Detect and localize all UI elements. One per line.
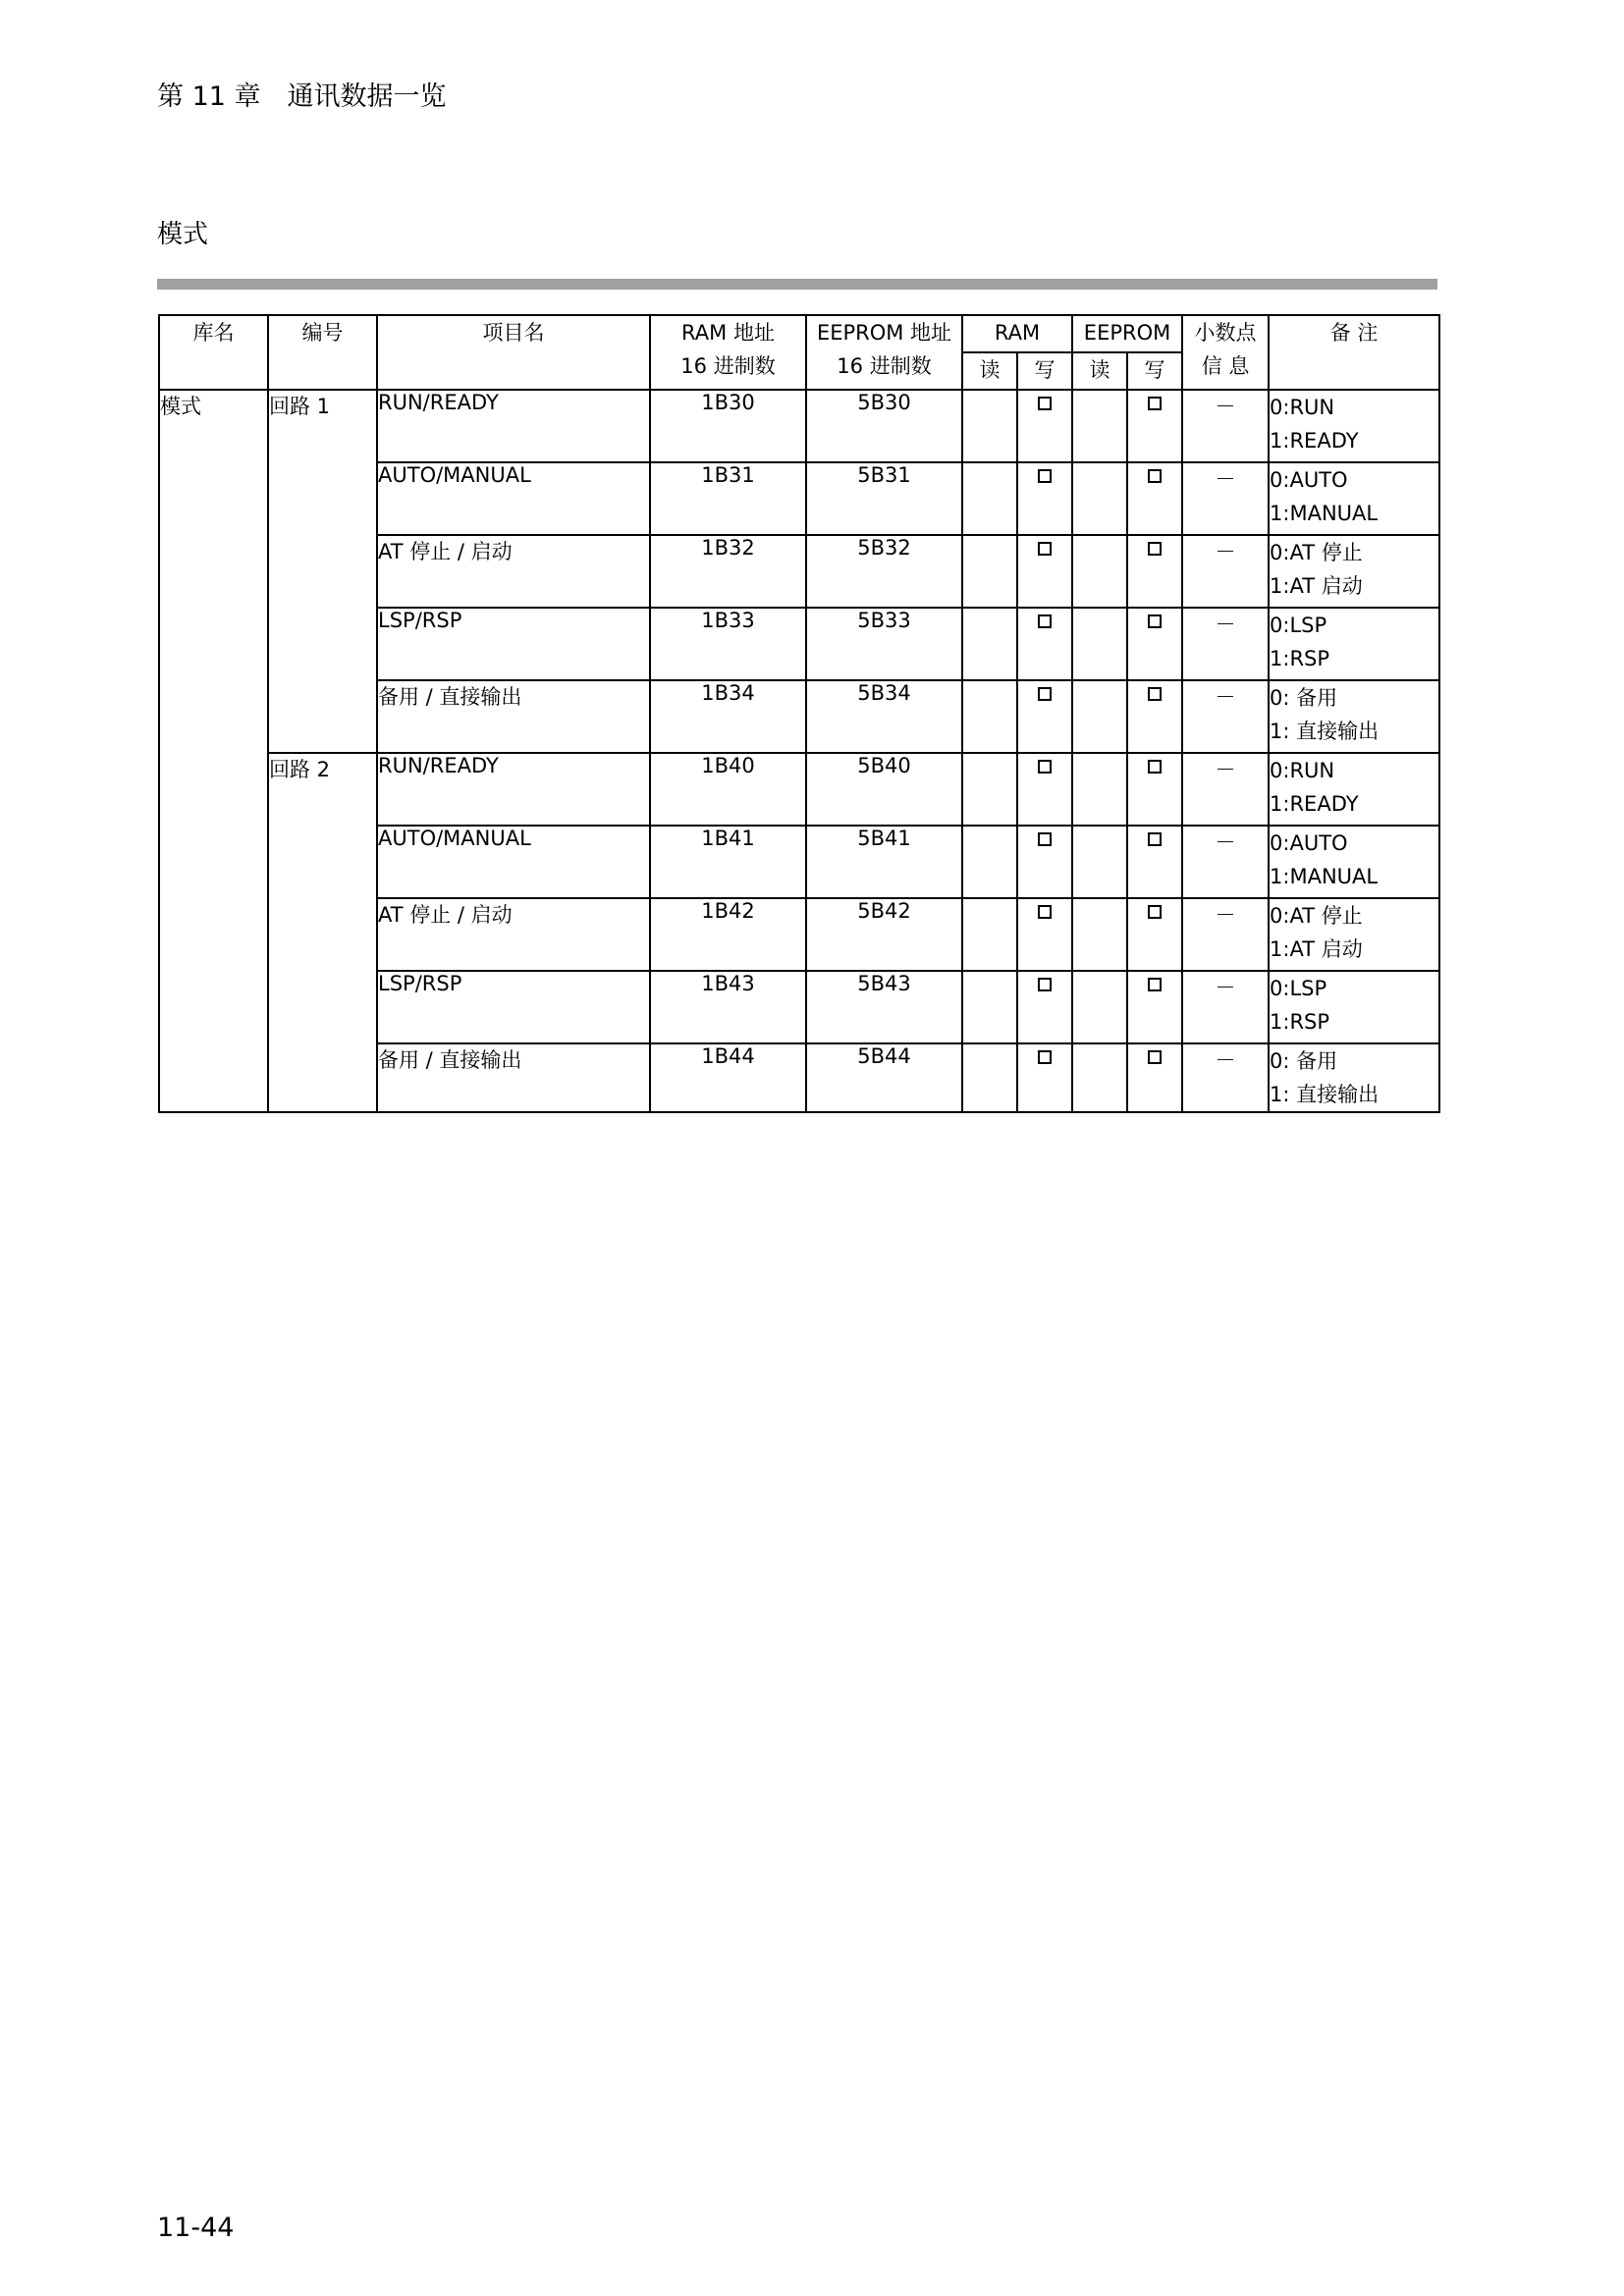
- table-row: [159, 753, 1439, 826]
- eeprom-address-cell: 5B40: [806, 753, 962, 826]
- check-box-icon: [1148, 978, 1162, 991]
- dash-mark: －: [1215, 758, 1236, 781]
- ram-read-cell: [962, 826, 1017, 898]
- dash-mark: －: [1215, 540, 1236, 563]
- eeprom-read-cell: [1072, 462, 1127, 535]
- check-box-icon: [1038, 687, 1052, 701]
- ram-write-cell: [1017, 390, 1072, 462]
- header-eeprom-address-line2: 16 进制数: [837, 354, 932, 378]
- eeprom-read-cell: [1072, 898, 1127, 971]
- ram-read-cell: [962, 1043, 1017, 1112]
- eeprom-write-cell: [1127, 390, 1182, 462]
- remark-line-1: 0:RUN: [1270, 759, 1335, 782]
- header-eeprom-write: 写: [1127, 352, 1182, 390]
- dash-mark: －: [1215, 613, 1236, 636]
- item-name-cell: AUTO/MANUAL: [377, 826, 650, 898]
- check-box-icon: [1038, 397, 1052, 410]
- table-row: [159, 390, 1439, 462]
- eeprom-read-cell: [1072, 680, 1127, 753]
- eeprom-address-cell: 5B43: [806, 971, 962, 1043]
- dash-mark: －: [1215, 685, 1236, 709]
- decimal-info-cell: [1182, 535, 1269, 608]
- decimal-info-cell: [1182, 390, 1269, 462]
- header-number: 编号: [268, 315, 377, 390]
- page-number: 11-44: [157, 2213, 235, 2243]
- eeprom-address-cell: 5B44: [806, 1043, 962, 1112]
- section-divider: [157, 279, 1437, 290]
- item-name-cell: LSP/RSP: [377, 971, 650, 1043]
- eeprom-read-cell: [1072, 971, 1127, 1043]
- ram-write-cell: [1017, 898, 1072, 971]
- eeprom-write-cell: [1127, 535, 1182, 608]
- eeprom-address-cell: 5B41: [806, 826, 962, 898]
- eeprom-read-cell: [1072, 535, 1127, 608]
- decimal-info-cell: [1182, 753, 1269, 826]
- ram-address-cell: 1B40: [650, 753, 806, 826]
- dash-mark: －: [1215, 395, 1236, 418]
- check-box-icon: [1038, 614, 1052, 628]
- loop-number-cell: 回路 1: [268, 390, 377, 753]
- header-eeprom-address: [806, 315, 962, 390]
- check-box-icon: [1038, 905, 1052, 919]
- remark-line-2: 1:READY: [1270, 792, 1359, 816]
- check-box-icon: [1148, 905, 1162, 919]
- communication-data-table: [158, 314, 1440, 1113]
- remarks-cell: [1269, 535, 1439, 608]
- ram-write-cell: [1017, 971, 1072, 1043]
- eeprom-address-cell: 5B33: [806, 608, 962, 680]
- check-box-icon: [1148, 469, 1162, 483]
- ram-read-cell: [962, 535, 1017, 608]
- eeprom-address-cell: 5B34: [806, 680, 962, 753]
- item-name-cell: AUTO/MANUAL: [377, 462, 650, 535]
- ram-write-cell: [1017, 753, 1072, 826]
- header-ram-read: 读: [962, 352, 1017, 390]
- ram-read-cell: [962, 608, 1017, 680]
- eeprom-read-cell: [1072, 608, 1127, 680]
- item-name-cell: 备用 / 直接输出: [377, 1043, 650, 1112]
- remarks-cell: [1269, 826, 1439, 898]
- eeprom-read-cell: [1072, 753, 1127, 826]
- header-decimal-info: [1182, 315, 1269, 390]
- remarks-cell: [1269, 390, 1439, 462]
- item-name-cell: RUN/READY: [377, 390, 650, 462]
- remarks-cell: [1269, 680, 1439, 753]
- ram-address-cell: 1B31: [650, 462, 806, 535]
- dash-mark: －: [1215, 830, 1236, 854]
- ram-address-cell: 1B41: [650, 826, 806, 898]
- remarks-cell: [1269, 971, 1439, 1043]
- header-ram-address: [650, 315, 806, 390]
- remarks-cell: [1269, 753, 1439, 826]
- item-name-cell: AT 停止 / 启动: [377, 898, 650, 971]
- ram-read-cell: [962, 971, 1017, 1043]
- header-eeprom-address-line1: EEPROM 地址: [816, 321, 952, 345]
- remark-line-1: 0:LSP: [1270, 614, 1327, 637]
- check-box-icon: [1148, 832, 1162, 846]
- ram-read-cell: [962, 462, 1017, 535]
- chapter-header: 第 11 章 通讯数据一览: [157, 81, 447, 112]
- eeprom-address-cell: 5B42: [806, 898, 962, 971]
- eeprom-read-cell: [1072, 826, 1127, 898]
- check-box-icon: [1038, 1050, 1052, 1064]
- decimal-info-cell: [1182, 898, 1269, 971]
- ram-address-cell: 1B30: [650, 390, 806, 462]
- ram-read-cell: [962, 753, 1017, 826]
- check-box-icon: [1038, 760, 1052, 774]
- decimal-info-cell: [1182, 971, 1269, 1043]
- ram-address-cell: 1B33: [650, 608, 806, 680]
- ram-write-cell: [1017, 462, 1072, 535]
- check-box-icon: [1038, 978, 1052, 991]
- decimal-info-cell: [1182, 680, 1269, 753]
- remark-line-1: 0:RUN: [1270, 396, 1335, 419]
- item-name-cell: LSP/RSP: [377, 608, 650, 680]
- eeprom-write-cell: [1127, 898, 1182, 971]
- remark-line-1: 0:AUTO: [1270, 468, 1348, 492]
- remark-line-1: 0:AUTO: [1270, 831, 1348, 855]
- ram-read-cell: [962, 390, 1017, 462]
- ram-address-cell: 1B32: [650, 535, 806, 608]
- header-ram-address-line2: 16 进制数: [680, 354, 776, 378]
- remark-line-1: 0:AT 停止: [1270, 541, 1363, 564]
- remarks-cell: [1269, 462, 1439, 535]
- ram-read-cell: [962, 898, 1017, 971]
- remark-line-2: 1:AT 启动: [1270, 937, 1363, 961]
- remark-line-2: 1:READY: [1270, 429, 1359, 453]
- table-body: [159, 390, 1439, 1112]
- decimal-info-cell: [1182, 1043, 1269, 1112]
- ram-write-cell: [1017, 535, 1072, 608]
- ram-write-cell: [1017, 608, 1072, 680]
- eeprom-address-cell: 5B30: [806, 390, 962, 462]
- remark-line-2: 1:RSP: [1270, 647, 1330, 670]
- check-box-icon: [1038, 542, 1052, 556]
- header-library: 库名: [159, 315, 268, 390]
- dash-mark: －: [1215, 903, 1236, 927]
- ram-address-cell: 1B42: [650, 898, 806, 971]
- ram-address-cell: 1B44: [650, 1043, 806, 1112]
- remarks-cell: [1269, 1043, 1439, 1112]
- eeprom-write-cell: [1127, 680, 1182, 753]
- check-box-icon: [1038, 469, 1052, 483]
- eeprom-address-cell: 5B32: [806, 535, 962, 608]
- check-box-icon: [1038, 832, 1052, 846]
- eeprom-address-cell: 5B31: [806, 462, 962, 535]
- remark-line-1: 0: 备用: [1270, 1049, 1338, 1073]
- remark-line-2: 1:MANUAL: [1270, 865, 1379, 888]
- eeprom-read-cell: [1072, 390, 1127, 462]
- remark-line-1: 0: 备用: [1270, 686, 1338, 710]
- section-title: 模式: [157, 220, 209, 249]
- header-eeprom: EEPROM: [1072, 315, 1182, 352]
- item-name-cell: AT 停止 / 启动: [377, 535, 650, 608]
- remark-line-2: 1: 直接输出: [1270, 720, 1380, 743]
- eeprom-write-cell: [1127, 826, 1182, 898]
- check-box-icon: [1148, 687, 1162, 701]
- dash-mark: －: [1215, 976, 1236, 999]
- eeprom-write-cell: [1127, 753, 1182, 826]
- header-ram-address-line1: RAM 地址: [681, 321, 775, 345]
- ram-address-cell: 1B43: [650, 971, 806, 1043]
- remark-line-1: 0:LSP: [1270, 977, 1327, 1000]
- ram-write-cell: [1017, 826, 1072, 898]
- decimal-info-cell: [1182, 608, 1269, 680]
- header-decimal-line1: 小数点: [1194, 321, 1257, 345]
- dash-mark: －: [1215, 1048, 1236, 1072]
- item-name-cell: RUN/READY: [377, 753, 650, 826]
- eeprom-write-cell: [1127, 1043, 1182, 1112]
- eeprom-write-cell: [1127, 971, 1182, 1043]
- eeprom-write-cell: [1127, 608, 1182, 680]
- ram-write-cell: [1017, 680, 1072, 753]
- header-decimal-line2: 信 息: [1201, 354, 1250, 378]
- dash-mark: －: [1215, 467, 1236, 491]
- eeprom-read-cell: [1072, 1043, 1127, 1112]
- ram-address-cell: 1B34: [650, 680, 806, 753]
- header-ram-write: 写: [1017, 352, 1072, 390]
- item-name-cell: 备用 / 直接输出: [377, 680, 650, 753]
- decimal-info-cell: [1182, 826, 1269, 898]
- check-box-icon: [1148, 542, 1162, 556]
- remark-line-2: 1: 直接输出: [1270, 1083, 1380, 1106]
- check-box-icon: [1148, 1050, 1162, 1064]
- header-eeprom-read: 读: [1072, 352, 1127, 390]
- remarks-cell: [1269, 608, 1439, 680]
- remark-line-2: 1:MANUAL: [1270, 502, 1379, 525]
- check-box-icon: [1148, 614, 1162, 628]
- ram-write-cell: [1017, 1043, 1072, 1112]
- header-remarks: 备 注: [1269, 315, 1439, 390]
- remark-line-2: 1:RSP: [1270, 1010, 1330, 1034]
- library-name-cell: 模式: [159, 390, 268, 1112]
- check-box-icon: [1148, 397, 1162, 410]
- ram-read-cell: [962, 680, 1017, 753]
- remarks-cell: [1269, 898, 1439, 971]
- header-ram: RAM: [962, 315, 1072, 352]
- remark-line-2: 1:AT 启动: [1270, 574, 1363, 598]
- decimal-info-cell: [1182, 462, 1269, 535]
- check-box-icon: [1148, 760, 1162, 774]
- remark-line-1: 0:AT 停止: [1270, 904, 1363, 928]
- eeprom-write-cell: [1127, 462, 1182, 535]
- loop-number-cell: 回路 2: [268, 753, 377, 1112]
- header-item: 项目名: [377, 315, 650, 390]
